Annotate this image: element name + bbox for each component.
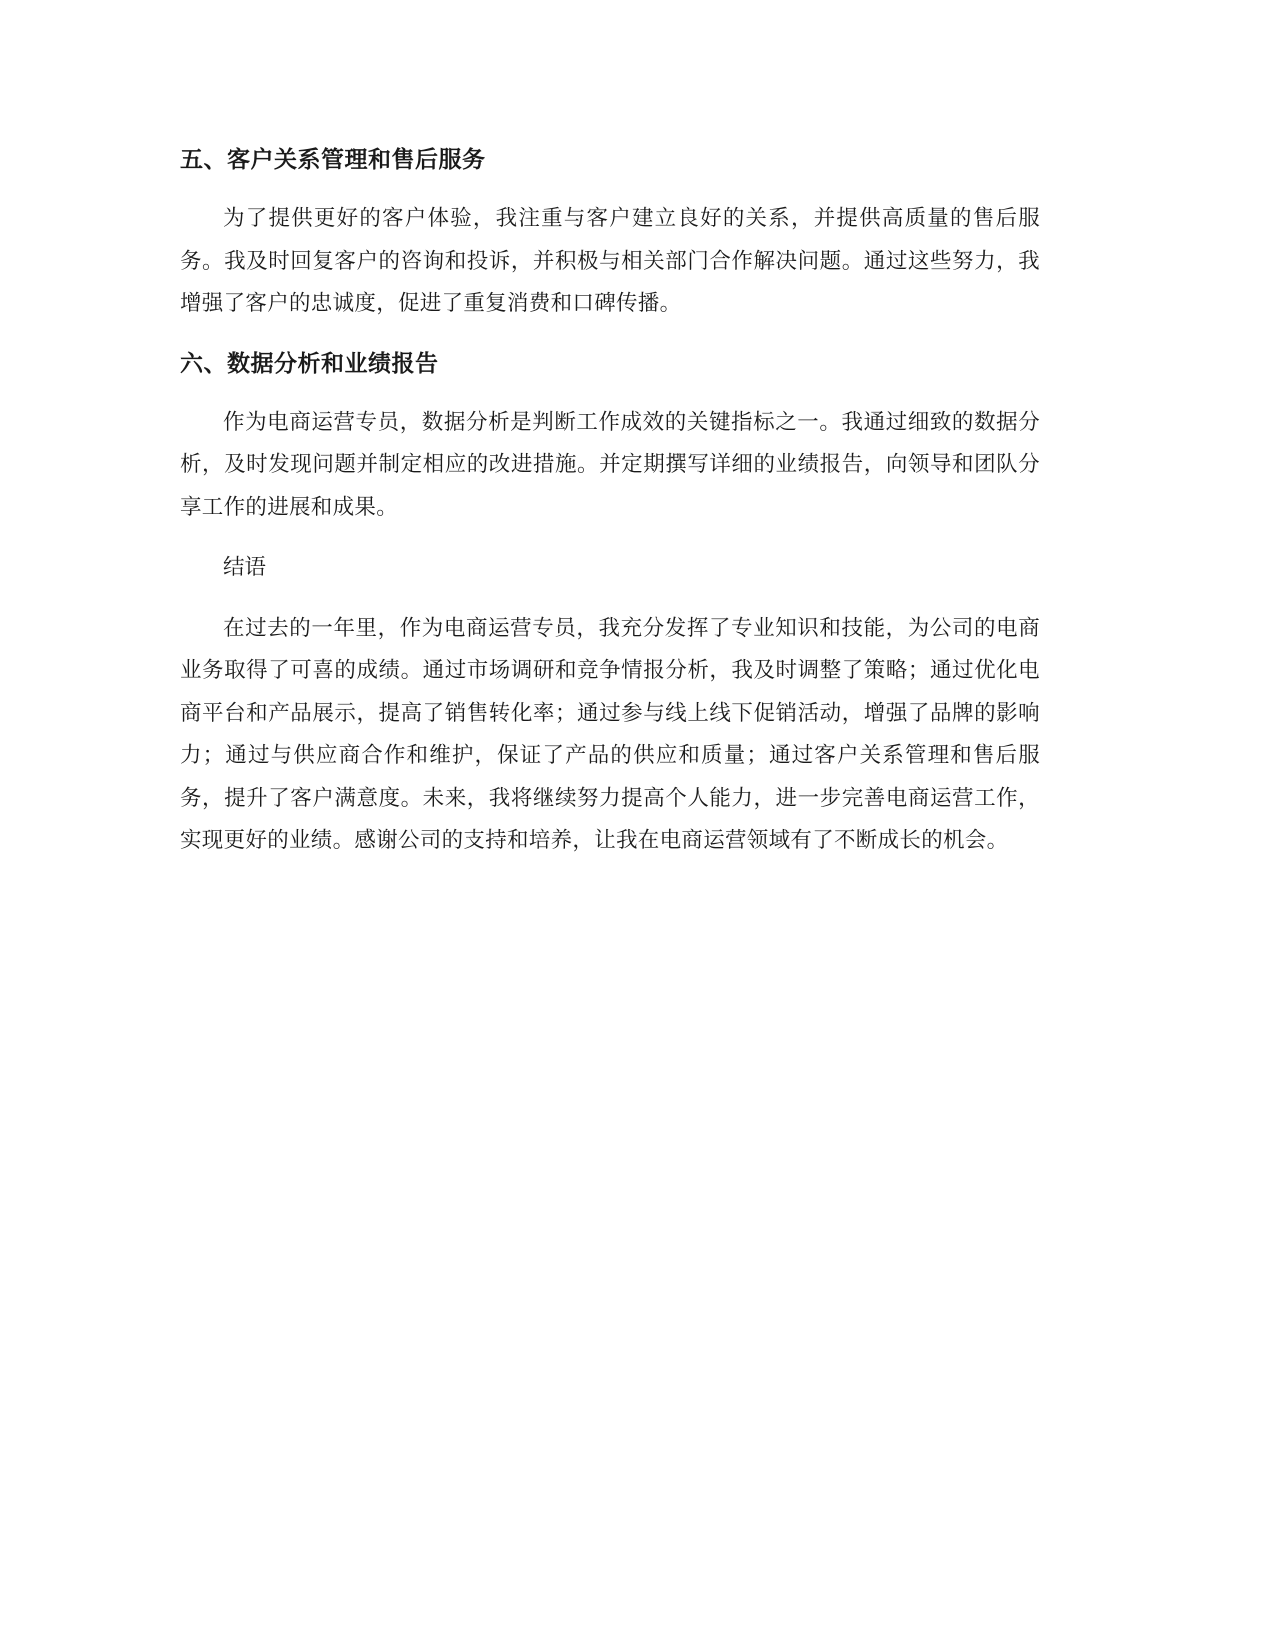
section-heading-customer-relations: 五、客户关系管理和售后服务: [180, 147, 486, 173]
section-paragraph-customer-relations: 为了提供更好的客户体验，我注重与客户建立良好的关系，并提供高质量的售后服务。我及时回复客户的咨询和投诉，并积极与相关部门合作解决问题。通过这些努力，我增强了客户的忠诚度，促进了重复消费和口碑传播。: [180, 206, 1040, 316]
conclusion-paragraph: 在过去的一年里，作为电商运营专员，我充分发挥了专业知识和技能，为公司的电商业务取得了可喜的成绩。通过市场调研和竞争情报分析，我及时调整了策略；通过优化电商平台和产品展示，提高了销售转化率；通过参与线上线下促销活动，增强了品牌的影响力；通过与供应商合作和维护，保证了产品的供应和质量；通过客户关系管理和售后服务，提升了客户满意度。未来，我将继续努力提高个人能力，进一步完善电商运营工作，实现更好的业绩。感谢公司的支持和培养，让我在电商运营领域有了不断成长的机会。: [180, 615, 1040, 853]
conclusion-title: 结语: [223, 555, 267, 580]
section-paragraph-data-analysis: 作为电商运营专员，数据分析是判断工作成效的关键指标之一。我通过细致的数据分析，及时发现问题并制定相应的改进措施。并定期撰写详细的业绩报告，向领导和团队分享工作的进展和成果。: [180, 409, 1040, 520]
section-heading-data-analysis: 六、数据分析和业绩报告: [180, 350, 439, 377]
document-page: [180, 140, 1040, 881]
